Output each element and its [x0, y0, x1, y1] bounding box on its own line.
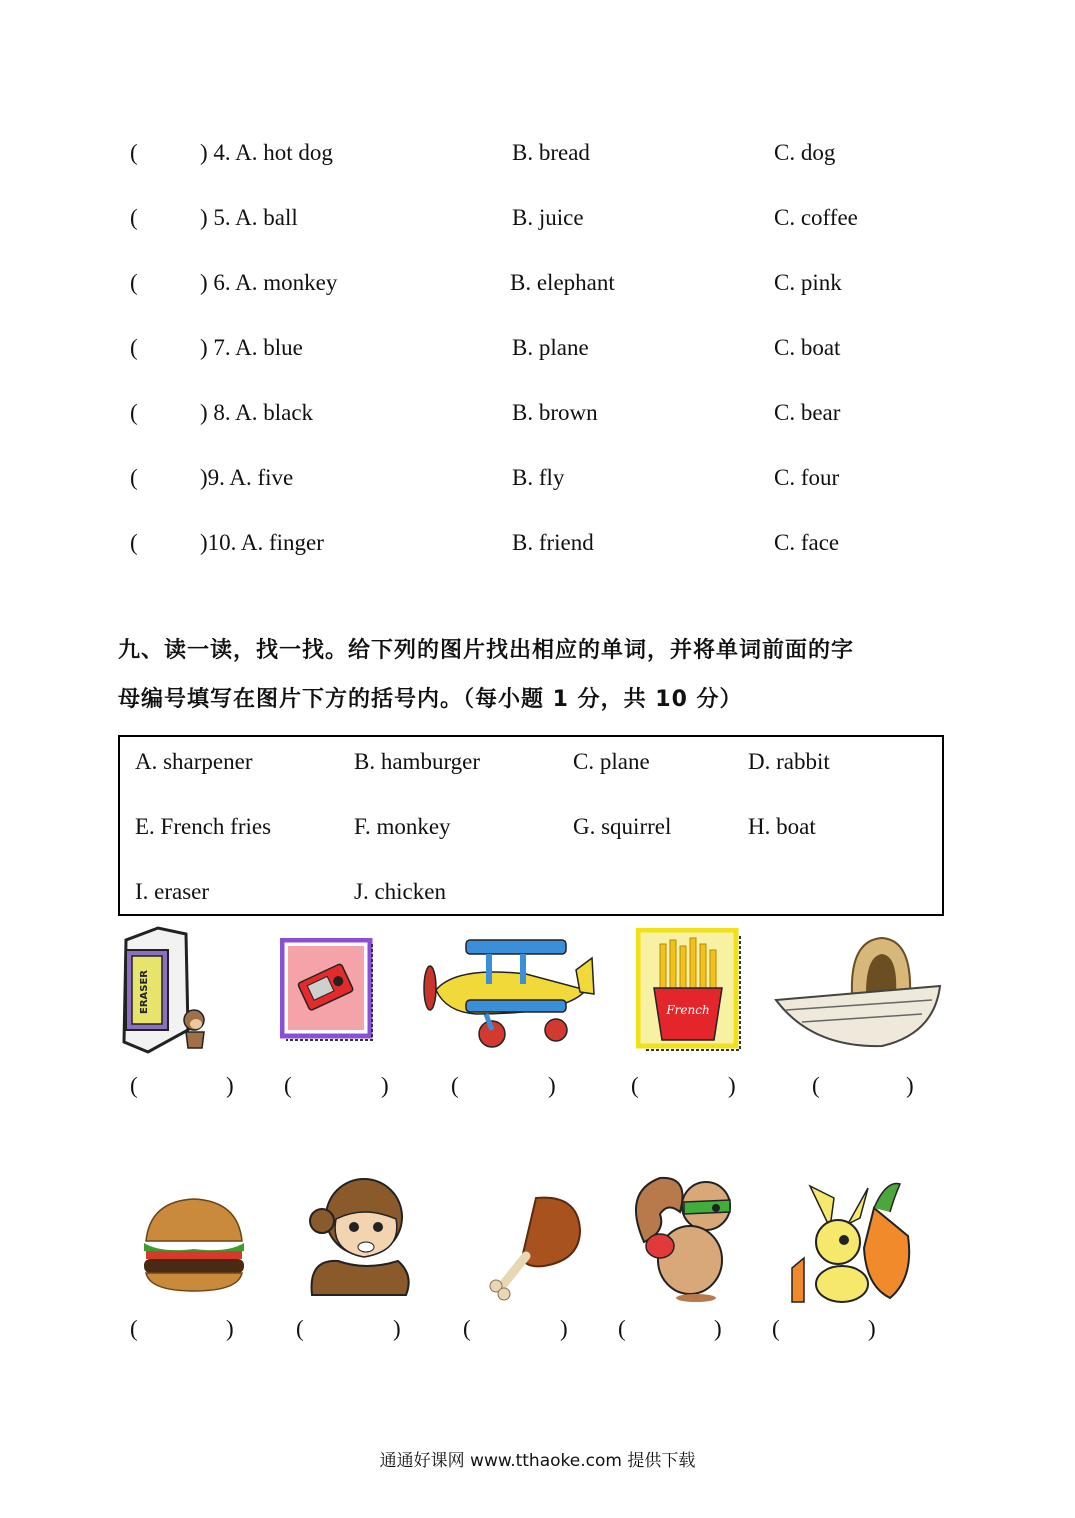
option-b: B. friend [512, 530, 594, 555]
word-option: J. chicken [354, 879, 446, 904]
answer-paren-open: ( [631, 1073, 639, 1098]
question-row-10 [0, 530, 1075, 570]
answer-paren-open: ( [618, 1316, 626, 1341]
option-a: )10. A. finger [200, 530, 324, 555]
word-option: F. monkey [354, 814, 451, 839]
answer-paren-close: ) [226, 1073, 234, 1098]
answer-paren: ( [130, 335, 138, 360]
word-bank [118, 735, 944, 916]
answer-paren-open: ( [451, 1073, 459, 1098]
footer-credit: 通通好课网 www.tthaoke.com 提供下载 [379, 1451, 696, 1471]
option-a: ) 8. A. black [200, 400, 314, 425]
eraser-label: ERASER [139, 969, 150, 1015]
answer-paren: ( [130, 530, 138, 555]
answer-paren-open: ( [284, 1073, 292, 1098]
answer-paren-open: ( [130, 1073, 138, 1098]
question-row-8 [0, 400, 1075, 440]
answer-paren: ( [130, 465, 138, 490]
word-option: H. boat [748, 814, 816, 839]
option-a: )9. A. five [200, 465, 294, 490]
word-option: C. plane [573, 749, 650, 774]
option-c: C. bear [774, 400, 841, 425]
chicken-leg-picture [488, 1190, 584, 1302]
squirrel-picture [620, 1172, 744, 1302]
answer-paren-close: ) [714, 1316, 722, 1341]
word-option: A. sharpener [135, 749, 253, 774]
answer-paren-close: ) [548, 1073, 556, 1098]
option-c: C. coffee [774, 205, 858, 230]
word-option: B. hamburger [354, 749, 481, 774]
word-option: E. French fries [135, 814, 272, 839]
option-a: ) 5. A. ball [200, 205, 298, 230]
word-option: G. squirrel [573, 814, 672, 839]
option-a: ) 4. A. hot dog [200, 140, 333, 165]
plane-picture [416, 930, 600, 1056]
answer-paren-close: ) [381, 1073, 389, 1098]
question-row-9 [0, 465, 1075, 505]
rabbit-picture [790, 1178, 916, 1304]
section-heading-line1: 九、读一读，找一找。给下列的图片找出相应的单词，并将单词前面的字 [118, 638, 855, 663]
answer-paren-open: ( [296, 1316, 304, 1341]
answer-paren-open: ( [772, 1316, 780, 1341]
question-row-6 [0, 270, 1075, 310]
hamburger-picture [140, 1195, 248, 1295]
french-fries-picture [636, 928, 742, 1052]
monkey-picture [302, 1175, 420, 1297]
option-b: B. fly [512, 465, 565, 490]
option-c: C. pink [774, 270, 842, 295]
question-row-7 [0, 335, 1075, 375]
fries-label: French [666, 1003, 710, 1017]
answer-paren: ( [130, 140, 138, 165]
sharpener-picture [280, 938, 376, 1042]
answer-paren-close: ) [560, 1316, 568, 1341]
answer-paren-close: ) [393, 1316, 401, 1341]
answer-paren: ( [130, 270, 138, 295]
question-row-4 [0, 140, 1075, 180]
answer-paren-close: ) [728, 1073, 736, 1098]
answer-paren-open: ( [812, 1073, 820, 1098]
option-c: C. four [774, 465, 840, 490]
option-b: B. juice [512, 205, 584, 230]
option-b: B. plane [512, 335, 589, 360]
option-a: ) 6. A. monkey [200, 270, 338, 295]
answer-paren-open: ( [130, 1316, 138, 1341]
answer-paren-close: ) [868, 1316, 876, 1341]
question-row-5 [0, 205, 1075, 245]
option-b: B. brown [512, 400, 598, 425]
answer-paren: ( [130, 205, 138, 230]
option-c: C. face [774, 530, 840, 555]
section-heading-line2: 母编号填写在图片下方的括号内。（每小题 1 分，共 10 分） [118, 687, 743, 712]
boat-picture [772, 930, 944, 1056]
word-option: D. rabbit [748, 749, 830, 774]
option-c: C. boat [774, 335, 841, 360]
answer-paren-close: ) [226, 1316, 234, 1341]
answer-paren-open: ( [463, 1316, 471, 1341]
answer-paren-close: ) [906, 1073, 914, 1098]
option-a: ) 7. A. blue [200, 335, 303, 360]
option-b: B. elephant [510, 270, 615, 295]
option-c: C. dog [774, 140, 836, 165]
word-option: I. eraser [135, 879, 210, 904]
option-b: B. bread [512, 140, 590, 165]
answer-paren: ( [130, 400, 138, 425]
eraser-picture [118, 920, 208, 1058]
